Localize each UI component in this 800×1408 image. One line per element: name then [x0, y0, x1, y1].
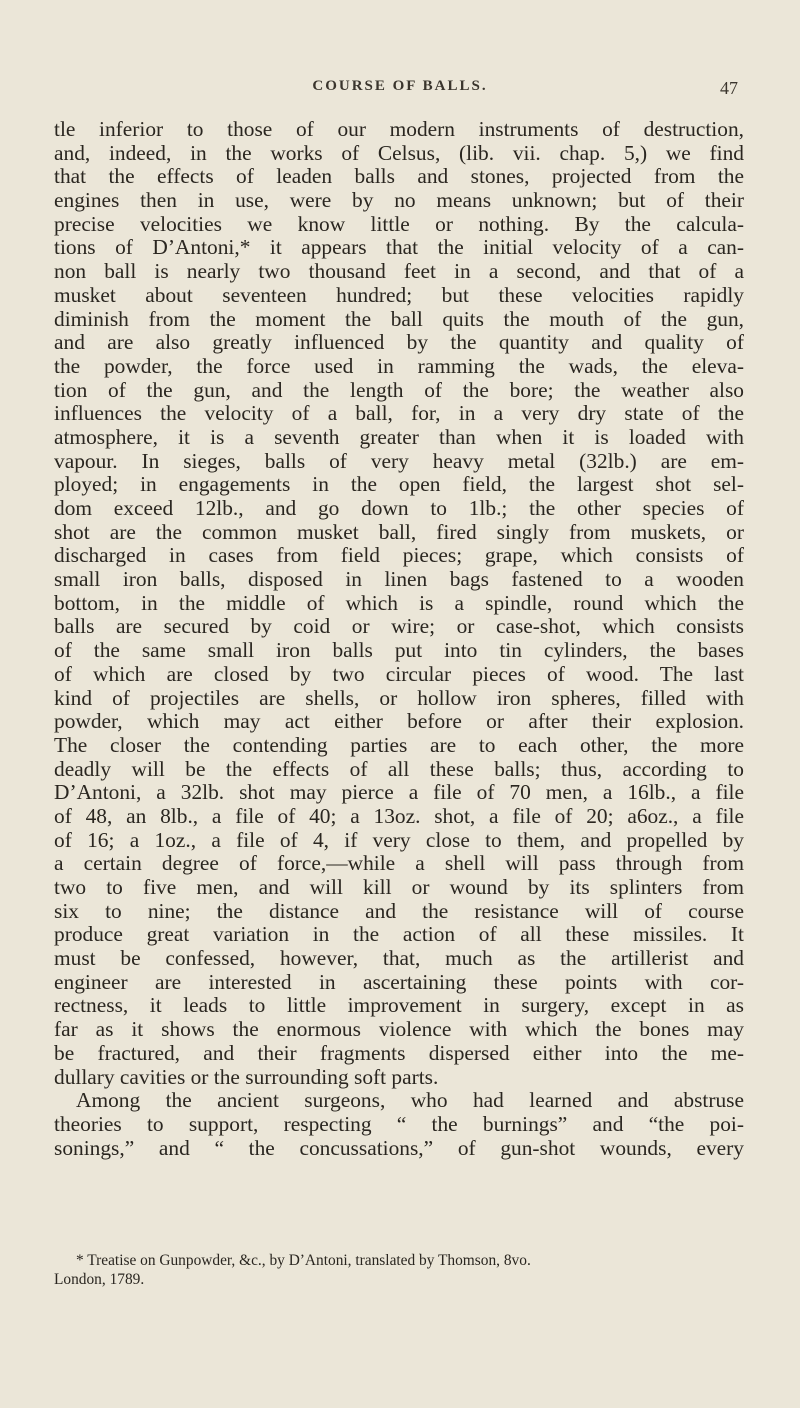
text-line: D’Antoni, a 32lb. shot may pierce a file of 70 men, a 16lb., a file	[54, 780, 744, 805]
text-line: of the same small iron balls put into tin cylinders, the bases	[54, 638, 744, 663]
text-line: precise velocities we know little or nothing. By the calcula-	[54, 211, 744, 236]
text-line: dullary cavities or the surrounding soft parts.	[54, 1064, 439, 1089]
text-line: powder, which may act either before or after their explosion.	[54, 709, 744, 734]
text-line: ployed; in engagements in the open field, the largest shot sel-	[54, 472, 744, 497]
text-line: discharged in cases from field pieces; grape, which consists of	[54, 543, 744, 568]
text-line: tion of the gun, and the length of the bore; the weather also	[54, 377, 744, 402]
text-line: Among the ancient surgeons, who had learned and abstruse	[76, 1088, 744, 1113]
text-line: kind of projectiles are shells, or hollow iron spheres, filled with	[54, 685, 744, 710]
running-head	[0, 78, 800, 102]
text-line: theories to support, respecting “ the burnings” and “the poi-	[54, 1111, 744, 1136]
text-line: sonings,” and “ the concussations,” of gun-shot wounds, every	[54, 1135, 744, 1160]
text-line: that the effects of leaden balls and stones, projected from the	[54, 164, 744, 189]
running-title: COURSE OF BALLS.	[312, 78, 488, 94]
text-line: tions of D’Antoni,* it appears that the initial velocity of a can-	[54, 235, 744, 260]
text-line: six to nine; the distance and the resistance will of course	[54, 898, 744, 923]
text-line: be fractured, and their fragments dispersed either into the me-	[54, 1040, 744, 1065]
text-line: the powder, the force used in ramming the wads, the eleva-	[54, 353, 744, 378]
text-line: shot are the common musket ball, fired singly from muskets, or	[54, 519, 744, 544]
text-line: a certain degree of force,—while a shell will pass through from	[54, 851, 744, 876]
text-line: atmosphere, it is a seventh greater than when it is loaded with	[54, 424, 744, 449]
text-line: small iron balls, disposed in linen bags fastened to a wooden	[54, 567, 744, 592]
text-line: must be confessed, however, that, much as the artillerist and	[54, 946, 744, 971]
text-line: produce great variation in the action of all these missiles. It	[54, 922, 744, 947]
text-line: influences the velocity of a ball, for, in a very dry state of the	[54, 401, 744, 426]
text-line: musket about seventeen hundred; but these velocities rapidly	[54, 282, 744, 307]
footnote	[54, 1251, 744, 1289]
text-line: rectness, it leads to little improvement in surgery, except in as	[54, 993, 744, 1018]
text-line: tle inferior to those of our modern instruments of destruction,	[54, 117, 744, 141]
footnote-line: London, 1789.	[54, 1271, 145, 1288]
text-line: of 48, an 8lb., a file of 40; a 13oz. shot, a file of 20; a6oz., a file	[54, 803, 744, 828]
text-line: engines then in use, were by no means unknown; but of their	[54, 188, 744, 213]
page-number: 47	[720, 78, 738, 98]
text-line: The closer the contending parties are to each other, the more	[54, 732, 744, 757]
text-line: engineer are interested in ascertaining these points with cor-	[54, 969, 744, 994]
text-line: diminish from the moment the ball quits the mouth of the gun,	[54, 306, 744, 331]
text-line: of which are closed by two circular pieces of wood. The last	[54, 661, 744, 686]
text-line: of 16; a 1oz., a file of 4, if very close to them, and propelled by	[54, 827, 744, 852]
text-line: and are also greatly influenced by the quantity and quality of	[54, 330, 744, 355]
body-text	[54, 118, 744, 1160]
text-line: dom exceed 12lb., and go down to 1lb.; the other species of	[54, 496, 744, 520]
text-line: non ball is nearly two thousand feet in a second, and that of a	[54, 259, 744, 284]
footnote-line: * Treatise on Gunpowder, &c., by D’Antoni, translated by Thomson, 8vo.	[76, 1252, 531, 1269]
text-line: two to five men, and will kill or wound by its splinters from	[54, 875, 744, 899]
text-line: far as it shows the enormous violence with which the bones may	[54, 1017, 744, 1042]
text-line: and, indeed, in the works of Celsus, (lib. vii. chap. 5,) we find	[54, 140, 744, 165]
text-line: vapour. In sieges, balls of very heavy metal (32lb.) are em-	[54, 448, 744, 473]
text-line: deadly will be the effects of all these balls; thus, according to	[54, 756, 744, 781]
text-line: balls are secured by coid or wire; or case-shot, which consists	[54, 614, 744, 639]
text-line: bottom, in the middle of which is a spindle, round which the	[54, 590, 744, 615]
